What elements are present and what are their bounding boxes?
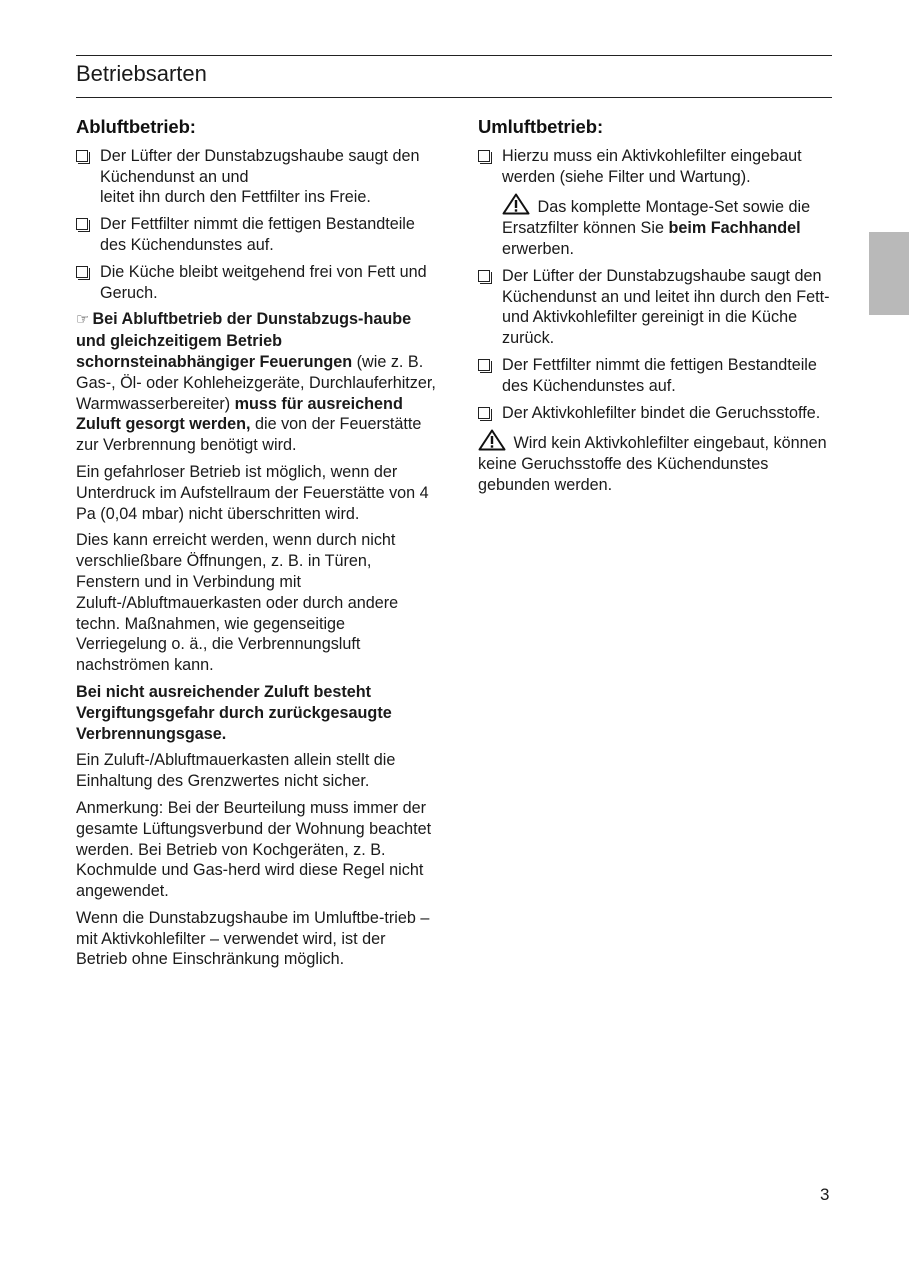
list-item-text: leitet ihn durch den Fettfilter ins Freie. (100, 188, 371, 207)
abluft-note (76, 309, 436, 456)
page-number: 3 (820, 1185, 830, 1204)
list-item (478, 355, 838, 397)
right-column (478, 117, 838, 502)
checkbox-bullet-icon (478, 407, 490, 419)
list-item-text: Hierzu muss ein Aktivkohlefilter eingebaut werden (siehe Filter und Wartung). (502, 146, 802, 186)
list-item (478, 146, 838, 260)
paragraph-recirculation: Wenn die Dunstabzugshaube im Umluftbe-trieb – mit Aktivkohlefilter – verwendet wird, ist der Betrieb ohne Einschränkung möglich. (76, 908, 430, 969)
title-underline (76, 97, 832, 98)
no-filter-warning (478, 429, 838, 495)
checkbox-bullet-icon (76, 266, 88, 278)
checkbox-bullet-icon (76, 150, 88, 162)
paragraph-remark: Anmerkung: Bei der Beurteilung muss immer der gesamte Lüftungsverbund der Wohnung beachtet werden. Bei Betrieb von Kochgeräten, z. B. Kochmulde und Gas-herd wird diese Regel nicht angewendet. (76, 798, 432, 901)
list-item-text: Der Lüfter der Dunstabzugshaube saugt den Küchendunst an und leitet ihn durch den Fett- und Aktivkohlefilter gereinigt in die Küche zurück. (502, 266, 830, 348)
list-item-text: Der Aktivkohlefilter bindet die Geruchsstoffe. (502, 403, 821, 422)
list-item-text: Die Küche bleibt weitgehend frei von Fett und Geruch. (100, 262, 427, 302)
paragraph-wall-box: Ein Zuluft-/Abluftmauerkasten allein stellt die Einhaltung des Grenzwertes nicht sicher. (76, 751, 396, 791)
warning-bold: beim Fachhandel (668, 219, 801, 238)
left-column (76, 117, 436, 976)
list-item (478, 266, 838, 349)
page-title: Betriebsarten (76, 61, 207, 86)
list-item (76, 262, 436, 304)
warning-triangle-icon (478, 429, 506, 451)
section-heading-umluft: Umluftbetrieb: (478, 116, 604, 137)
list-item-text: Der Fettfilter nimmt die fettigen Bestandteile des Küchendunstes auf. (502, 355, 817, 395)
chapter-tab-marker (869, 232, 909, 315)
note-text-2: die von der Feuerstätte zur Verbrennung benötigt wird. (76, 415, 422, 455)
list-item (76, 146, 436, 208)
warning-text: Wird kein Aktivkohlefilter eingebaut, können keine Geruchsstoffe des Küchendunstes gebunden werden. (478, 434, 827, 494)
paragraph-poison-warning: Bei nicht ausreichender Zuluft besteht Vergiftungsgefahr durch zurückgesaugte Verbrennungsgase. (76, 682, 392, 743)
pointing-hand-icon: ☞ (76, 311, 90, 329)
warning-triangle-icon (502, 193, 530, 215)
warning-text: Das komplette Montage-Set sowie die Ersatzfilter können Sie (502, 198, 811, 238)
list-item-text: Der Lüfter der Dunstabzugshaube saugt den Küchendunst an und (100, 146, 420, 186)
checkbox-bullet-icon (478, 359, 490, 371)
list-item (76, 214, 436, 256)
checkbox-bullet-icon (478, 150, 490, 162)
montage-set-warning (502, 193, 838, 259)
paragraph-pressure: Ein gefahrloser Betrieb ist möglich, wenn der Unterdruck im Aufstellraum der Feuerstätte von 4 Pa (0,04 mbar) nicht überschritten wird. (76, 462, 429, 523)
top-rule (76, 55, 832, 56)
note-bold-2: muss für ausreichend Zuluft gesorgt werden, (76, 394, 403, 434)
abluft-bullet-list (76, 146, 436, 304)
list-item (478, 403, 838, 424)
umluft-bullet-list (478, 146, 838, 424)
section-heading-abluft: Abluftbetrieb: (76, 116, 196, 137)
paragraph-openings: Dies kann erreicht werden, wenn durch nicht verschließbare Öffnungen, z. B. in Türen, Fenstern und in Verbindung mit Zuluft-/Abluftmauerkasten oder durch andere techn. Maßnahmen, wie gegenseitige Verriegelung o. ä., die Verbrennungsluft nachströmen kann. (76, 531, 399, 675)
list-item-text: Der Fettfilter nimmt die fettigen Bestandteile des Küchendunstes auf. (100, 215, 415, 254)
note-bold-1: Bei Abluftbetrieb der Dunstabzugs-haube und gleichzeitigem Betrieb schornsteinabhängiger Feuerungen (76, 310, 412, 371)
checkbox-bullet-icon (478, 270, 490, 282)
warning-text-end: erwerben. (502, 239, 574, 258)
note-text-1: (wie z. B. Gas-, Öl- oder Kohleheizgeräte, Durchlauferhitzer, Warmwasserbereiter) (76, 352, 436, 413)
checkbox-bullet-icon (76, 218, 88, 230)
